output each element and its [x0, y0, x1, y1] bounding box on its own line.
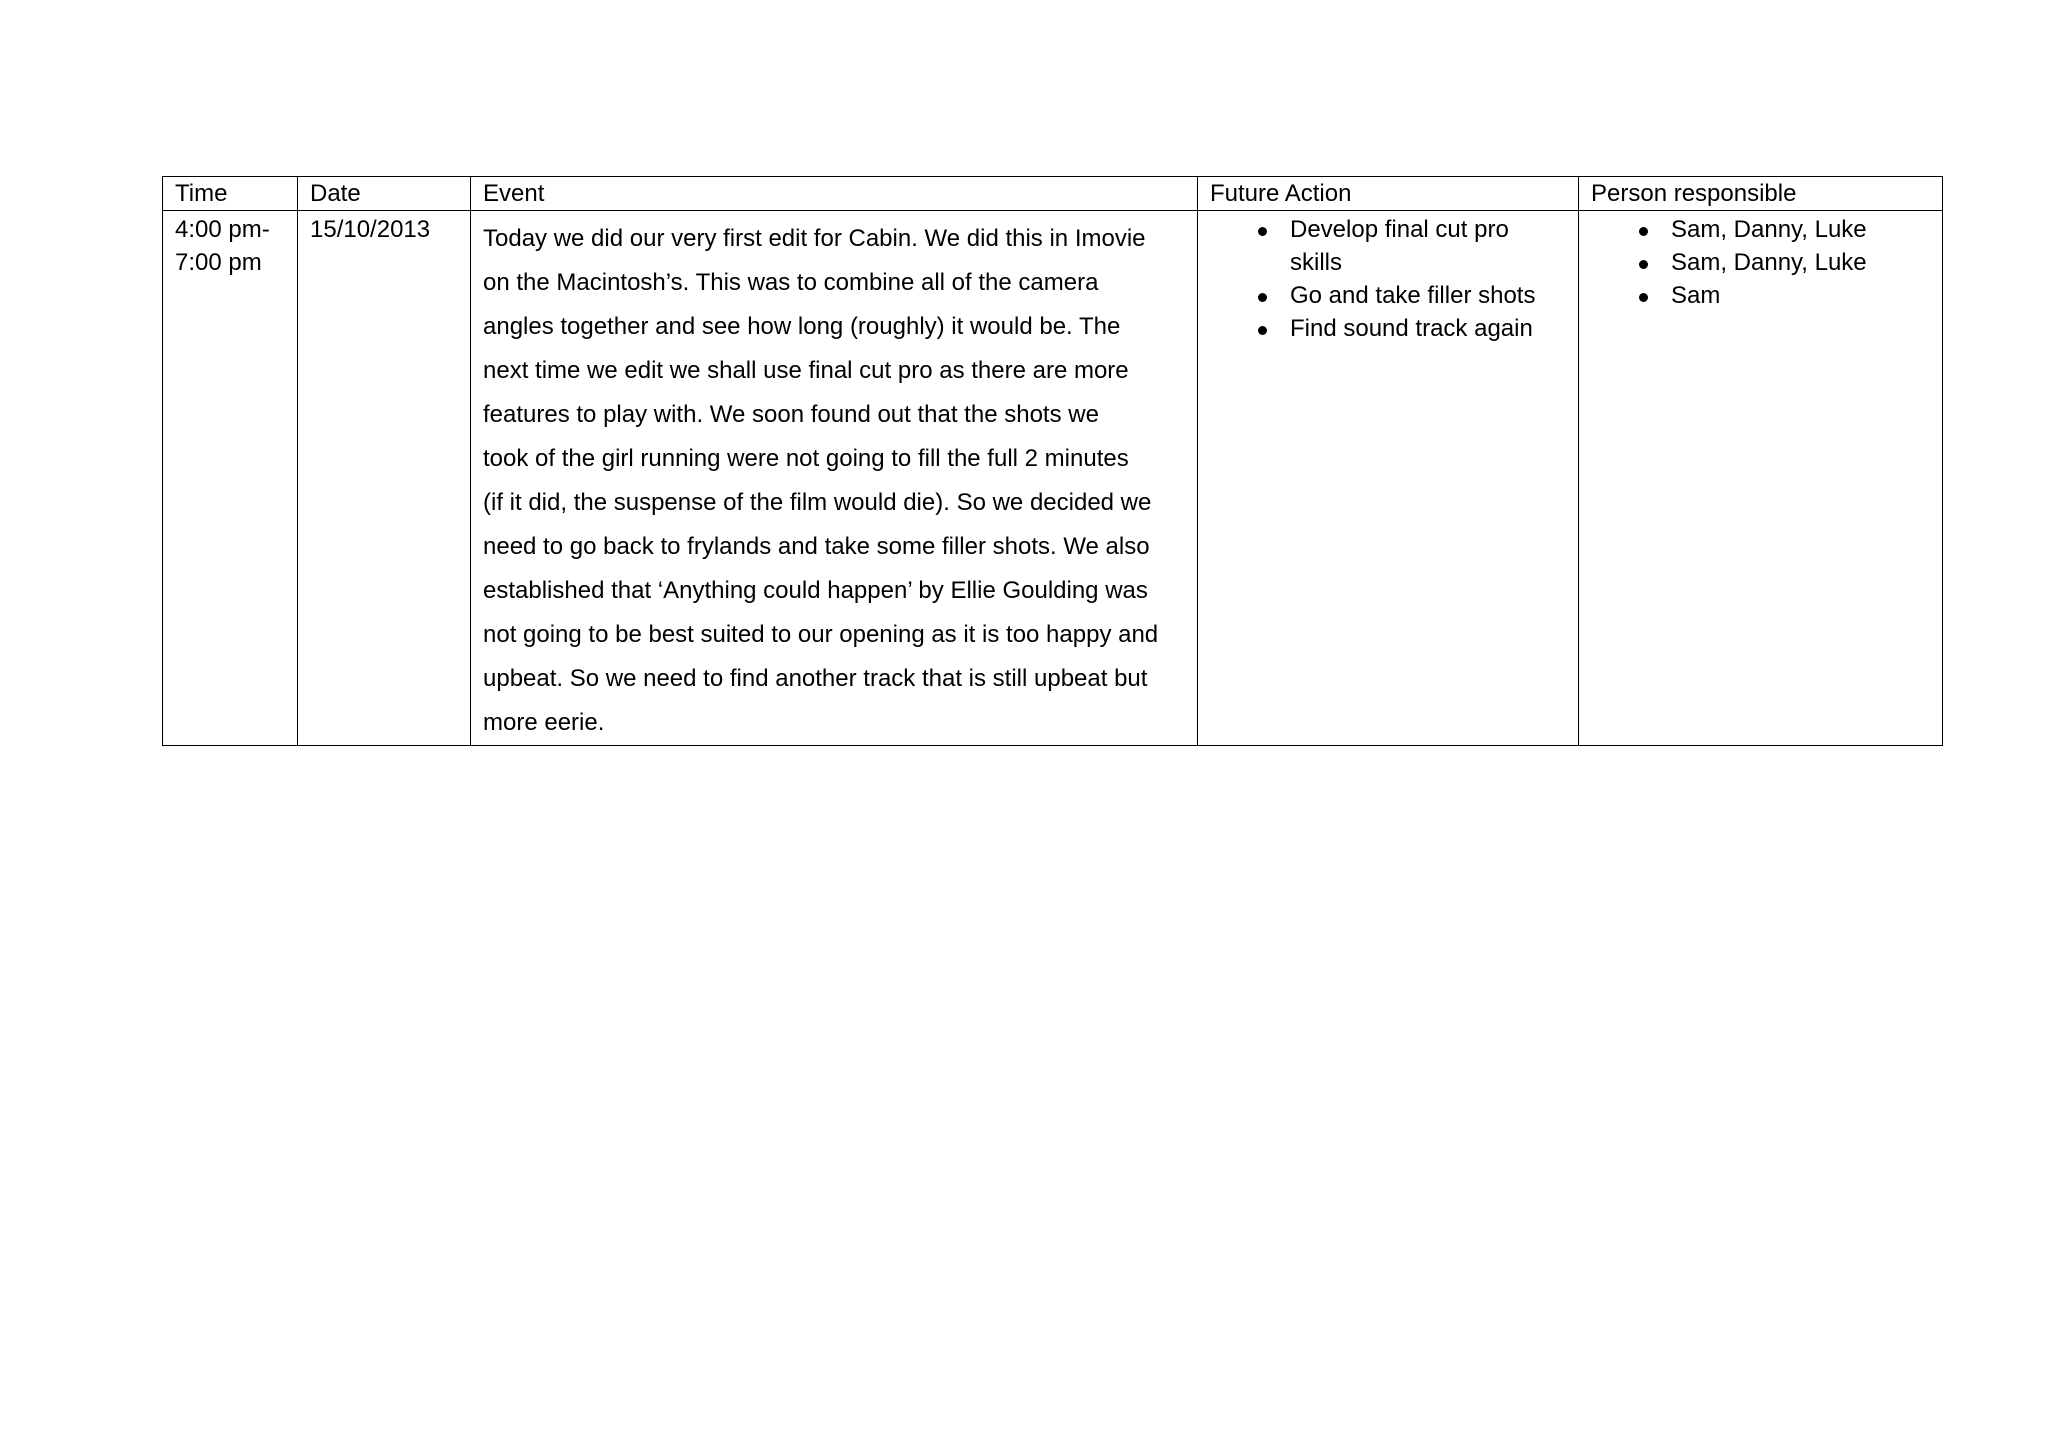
bullet-icon	[1258, 227, 1267, 236]
event-cell	[471, 211, 1198, 746]
bullet-icon	[1639, 293, 1648, 302]
time-start: 4:00 pm-	[175, 216, 270, 243]
person-text: Sam	[1671, 282, 1721, 309]
time-end: 7:00 pm	[175, 249, 262, 276]
list-item	[1210, 213, 1566, 279]
person-text: Sam, Danny, Luke	[1671, 249, 1867, 276]
list-item	[1210, 312, 1566, 345]
event-line: on the Macintosh’s. This was to combine all of the camera	[483, 269, 1099, 296]
future-action-cell	[1198, 211, 1579, 746]
list-item	[1591, 246, 1930, 279]
event-line: (if it did, the suspense of the film would die). So we decided we	[483, 489, 1152, 516]
event-line: upbeat. So we need to find another track that is still upbeat but	[483, 665, 1148, 692]
date-value: 15/10/2013	[310, 216, 431, 243]
event-line: more eerie.	[483, 709, 605, 736]
person-responsible-cell	[1579, 211, 1943, 746]
event-line: need to go back to frylands and take some filler shots. We also	[483, 533, 1150, 560]
person-responsible-list	[1591, 213, 1930, 312]
event-line: Today we did our very first edit for Cabin. We did this in Imovie	[483, 225, 1146, 252]
event-line: not going to be best suited to our opening as it is too happy and	[483, 621, 1159, 648]
bullet-icon	[1258, 293, 1267, 302]
event-line: next time we edit we shall use final cut pro as there are more	[483, 357, 1129, 384]
future-action-text: Develop final cut pro skills	[1290, 216, 1509, 276]
event-line: angles together and see how long (roughly) it would be. The	[483, 313, 1121, 340]
list-item	[1210, 279, 1566, 312]
event-description	[483, 217, 1185, 745]
header-event: Event	[471, 177, 1198, 211]
header-future-action: Future Action	[1198, 177, 1579, 211]
event-line: took of the girl running were not going to fill the full 2 minutes	[483, 445, 1129, 472]
list-item	[1591, 213, 1930, 246]
table-row	[163, 211, 1943, 746]
header-person-responsible: Person responsible	[1579, 177, 1943, 211]
date-cell	[298, 211, 471, 746]
bullet-icon	[1639, 260, 1648, 269]
event-line: established that ‘Anything could happen’ by Ellie Goulding was	[483, 577, 1148, 604]
future-action-text: Find sound track again	[1290, 315, 1533, 342]
header-time: Time	[163, 177, 298, 211]
bullet-icon	[1258, 326, 1267, 335]
table-header-row	[163, 177, 1943, 211]
person-text: Sam, Danny, Luke	[1671, 216, 1867, 243]
event-line: features to play with. We soon found out that the shots we	[483, 401, 1099, 428]
header-date: Date	[298, 177, 471, 211]
future-action-text: Go and take filler shots	[1290, 282, 1536, 309]
future-action-list	[1210, 213, 1566, 345]
time-cell	[163, 211, 298, 746]
meeting-log-table	[162, 176, 1943, 746]
list-item	[1591, 279, 1930, 312]
bullet-icon	[1639, 227, 1648, 236]
